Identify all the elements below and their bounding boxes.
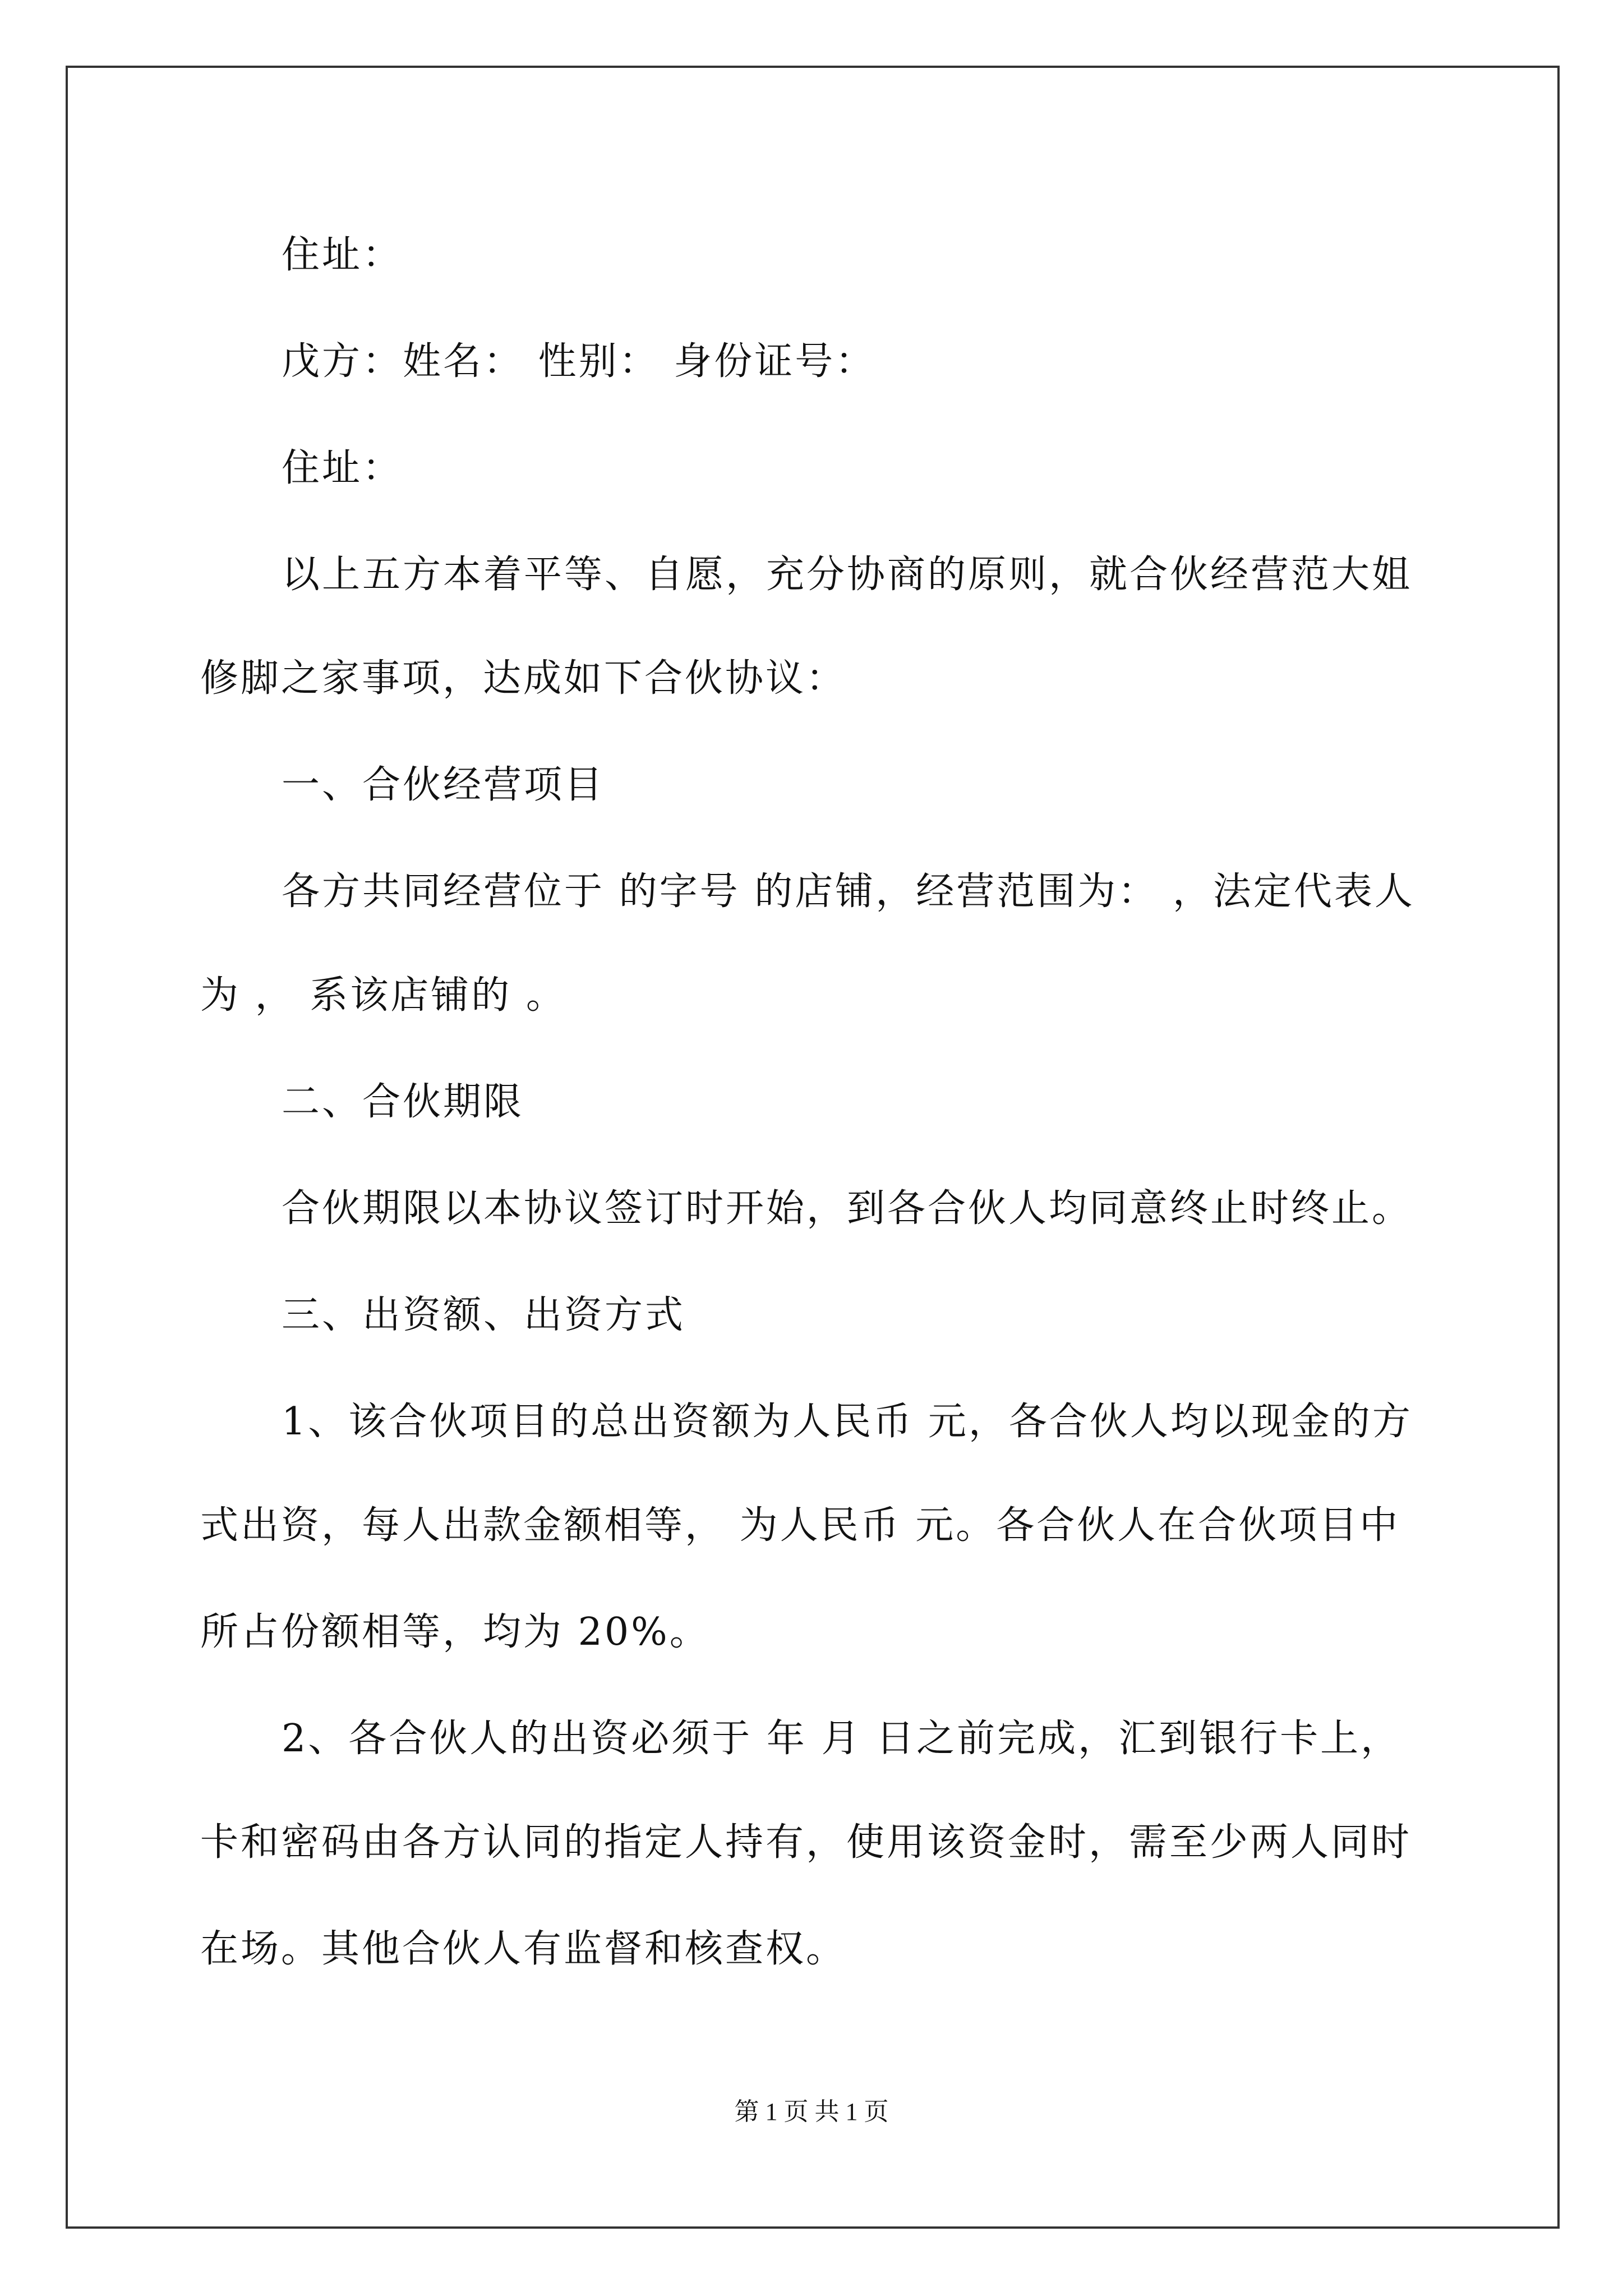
page-border [66,66,1560,2229]
section-1-line-2: 为 ， 系该店铺的 。 [200,973,566,1018]
party-wu-line: 戊方：姓名： 性别： 身份证号： [282,339,876,384]
section-3-item-2-line-1: 2、各合伙人的出资必须于 年 月 日之前完成，汇到银行卡上， [282,1717,1401,1761]
preamble-line-1: 以上五方本着平等、自愿，充分协商的原则，就合伙经营范大姐 [282,553,1413,597]
section-2-line-1: 合伙期限以本协议签订时开始，到各合伙人均同意终止时终止。 [282,1186,1413,1231]
address-line-2: 住址： [282,446,403,490]
section-heading-3: 三、出资额、出资方式 [282,1293,686,1337]
section-3-item-2-line-2: 卡和密码由各方认同的指定人持有，使用该资金时，需至少两人同时 [200,1820,1412,1865]
page-number-footer: 第 1 页 共 1 页 [734,2098,889,2125]
section-3-item-1-line-2: 式出资，每人出款金额相等， 为人民币 元。各合伙人在合伙项目中 [200,1503,1400,1548]
section-1-line-1: 各方共同经营位于 的字号 的店铺，经营范围为： ，法定代表人 [282,869,1415,914]
section-heading-2: 二、合伙期限 [282,1080,524,1124]
preamble-line-2: 修脚之家事项，达成如下合伙协议： [200,656,847,701]
address-line-1: 住址： [282,233,403,277]
section-3-item-1-line-3: 所占份额相等，均为 20%。 [200,1610,710,1654]
section-heading-1: 一、合伙经营项目 [282,763,605,807]
section-3-item-2-line-3: 在场。其他合伙人有监督和核查权。 [200,1927,847,1971]
section-3-item-1-line-1: 1、该合伙项目的总出资额为人民币 元，各合伙人均以现金的方 [282,1400,1413,1444]
